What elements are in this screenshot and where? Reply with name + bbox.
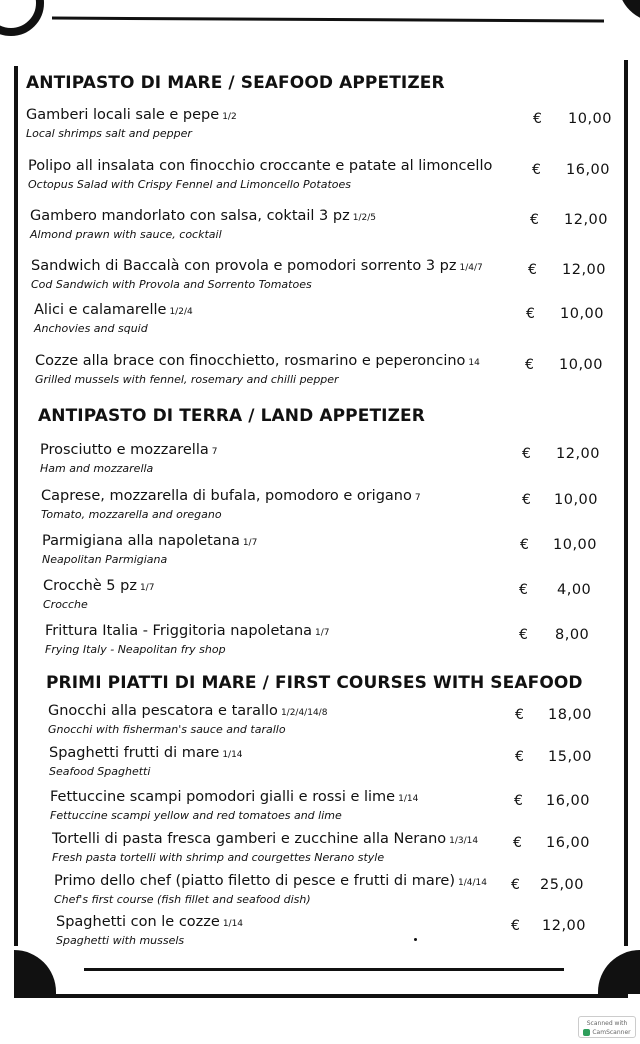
item-price: 15,00: [548, 749, 593, 765]
item-name: Parmigiana alla napoletana 1/7: [42, 533, 258, 549]
item-price: 10,00: [559, 357, 604, 373]
item-price: 16,00: [546, 835, 591, 851]
item-name: Spaghetti frutti di mare 1/14: [49, 745, 243, 761]
top-right-ornament: [618, 0, 640, 22]
item-translation: Gnocchi with fisherman's sauce and tarallo: [48, 723, 286, 736]
watermark-line1: Scanned with: [586, 1020, 628, 1027]
item-translation: Cod Sandwich with Provola and Sorrento Tomatoes: [31, 278, 312, 291]
item-allergens: 14: [468, 358, 480, 368]
euro-symbol: €: [511, 877, 520, 893]
euro-symbol: €: [532, 162, 541, 178]
item-translation: Frying Italy - Neapolitan fry shop: [45, 643, 226, 656]
item-price: 16,00: [546, 793, 591, 809]
euro-symbol: €: [515, 749, 524, 765]
item-price: 12,00: [564, 212, 609, 228]
item-price: 18,00: [548, 707, 593, 723]
item-translation: Grilled mussels with fennel, rosemary and chilli pepper: [35, 373, 339, 386]
menu-item: [54, 873, 640, 917]
item-allergens: 1/4/14: [458, 878, 487, 888]
left-border: [14, 66, 18, 946]
item-price: 12,00: [542, 918, 587, 934]
item-allergens: 1/2: [222, 112, 237, 122]
item-allergens: 1/7: [139, 583, 155, 593]
item-allergens: 1/14: [222, 919, 244, 929]
menu-item: [26, 107, 616, 151]
item-translation: Local shrimps salt and pepper: [26, 127, 192, 140]
watermark-line2: CamScanner: [592, 1029, 631, 1036]
item-name: Crocchè 5 pz 1/7: [43, 578, 155, 594]
item-price: 8,00: [555, 627, 590, 643]
menu-item: [52, 831, 640, 875]
item-price: 12,00: [556, 446, 601, 462]
menu-item: [28, 158, 618, 202]
item-allergens: 1/7: [242, 538, 258, 548]
menu-item: [48, 703, 638, 747]
item-translation: Tomato, mozzarella and oregano: [41, 508, 222, 521]
item-name: Gnocchi alla pescatora e tarallo 1/2/4/14/8: [48, 703, 328, 719]
item-price: 12,00: [562, 262, 607, 278]
menu-item: [31, 258, 621, 302]
menu-item: [49, 745, 639, 789]
menu-item: [50, 789, 640, 833]
item-name: Prosciutto e mozzarella 7: [40, 442, 218, 458]
scanner-watermark: [578, 1016, 636, 1038]
item-price: 25,00: [540, 877, 585, 893]
menu-item: [30, 208, 620, 252]
item-name: Alici e calamarelle 1/2/4: [34, 302, 193, 318]
item-price: 10,00: [553, 537, 598, 553]
item-name: Caprese, mozzarella di bufala, pomodoro e origano 7: [41, 488, 421, 504]
item-translation: Seafood Spaghetti: [49, 765, 151, 778]
item-allergens: 1/3/14: [449, 836, 479, 846]
item-allergens: 7: [211, 447, 218, 457]
item-allergens: 1/2/4/14/8: [280, 708, 328, 718]
item-price: 4,00: [557, 582, 592, 598]
menu-item: [40, 442, 630, 486]
item-allergens: 1/14: [222, 750, 243, 760]
item-allergens: 7: [414, 493, 421, 503]
item-translation: Spaghetti with mussels: [56, 934, 185, 947]
euro-symbol: €: [525, 357, 534, 373]
item-translation: Fettuccine scampi yellow and red tomatoes and lime: [50, 809, 342, 822]
camscanner-logo-icon: [583, 1029, 590, 1036]
section-title-first-courses: PRIMI PIATTI DI MARE / FIRST COURSES WITH SEAFOOD: [46, 673, 583, 693]
item-allergens: 1/2/5: [352, 213, 376, 223]
item-name: Primo dello chef (piatto filetto di pesce e frutti di mare) 1/4/14: [54, 873, 487, 889]
item-allergens: 1/14: [398, 794, 419, 804]
item-name: Tortelli di pasta fresca gamberi e zucchine alla Nerano 1/3/14: [52, 831, 479, 847]
euro-symbol: €: [526, 306, 535, 322]
euro-symbol: €: [520, 537, 529, 553]
euro-symbol: €: [522, 446, 531, 462]
watermark-brand: [579, 1028, 635, 1037]
menu-item: [35, 353, 625, 397]
item-allergens: 1/7: [315, 628, 330, 638]
item-translation: Anchovies and squid: [34, 322, 148, 335]
euro-symbol: €: [528, 262, 537, 278]
euro-symbol: €: [513, 835, 522, 851]
euro-symbol: €: [511, 918, 520, 934]
item-translation: Octopus Salad with Crispy Fennel and Limoncello Potatoes: [28, 178, 352, 191]
euro-symbol: €: [519, 582, 528, 598]
section-title-seafood-appetizer: ANTIPASTO DI MARE / SEAFOOD APPETIZER: [26, 73, 445, 93]
euro-symbol: €: [533, 111, 542, 127]
item-name: Polipo all insalata con finocchio croccante e patate al limoncello: [28, 158, 493, 174]
top-divider: [52, 17, 604, 23]
item-name: Gamberi locali sale e pepe 1/2: [26, 107, 237, 123]
item-name: Spaghetti con le cozze 1/14: [56, 914, 244, 930]
item-price: 16,00: [566, 162, 611, 178]
item-translation: Crocche: [43, 598, 88, 611]
euro-symbol: €: [522, 492, 531, 508]
item-price: 10,00: [560, 306, 605, 322]
euro-symbol: €: [530, 212, 539, 228]
item-allergens: 1/2/4: [169, 307, 193, 317]
item-allergens: 1/4/7: [459, 263, 483, 273]
bottom-divider: [84, 968, 564, 971]
top-left-ornament: [0, 0, 44, 36]
euro-symbol: €: [519, 627, 528, 643]
item-name: Gambero mandorlato con salsa, coktail 3 pz 1/2/5: [30, 208, 376, 224]
menu-item: [43, 578, 633, 622]
item-translation: Fresh pasta tortelli with shrimp and courgettes Nerano style: [52, 851, 385, 864]
item-translation: Almond prawn with sauce, cocktail: [30, 228, 222, 241]
item-name: Sandwich di Baccalà con provola e pomodori sorrento 3 pz 1/4/7: [31, 258, 483, 274]
item-translation: Chef's first course (fish fillet and seafood dish): [54, 893, 311, 906]
menu-item: [42, 533, 632, 577]
euro-symbol: €: [514, 793, 523, 809]
menu-item: [45, 623, 635, 667]
menu-item: [41, 488, 631, 532]
euro-symbol: €: [515, 707, 524, 723]
menu-item: [34, 302, 624, 346]
item-translation: Neapolitan Parmigiana: [42, 553, 168, 566]
item-price: 10,00: [554, 492, 599, 508]
item-translation: Ham and mozzarella: [40, 462, 154, 475]
item-price: 10,00: [568, 111, 613, 127]
section-title-land-appetizer: ANTIPASTO DI TERRA / LAND APPETIZER: [38, 406, 425, 426]
item-name: Frittura Italia - Friggitoria napoletana 1/7: [45, 623, 330, 639]
item-name: Fettuccine scampi pomodori gialli e rossi e lime 1/14: [50, 789, 419, 805]
item-name: Cozze alla brace con finocchietto, rosmarino e peperoncino 14: [35, 353, 480, 369]
